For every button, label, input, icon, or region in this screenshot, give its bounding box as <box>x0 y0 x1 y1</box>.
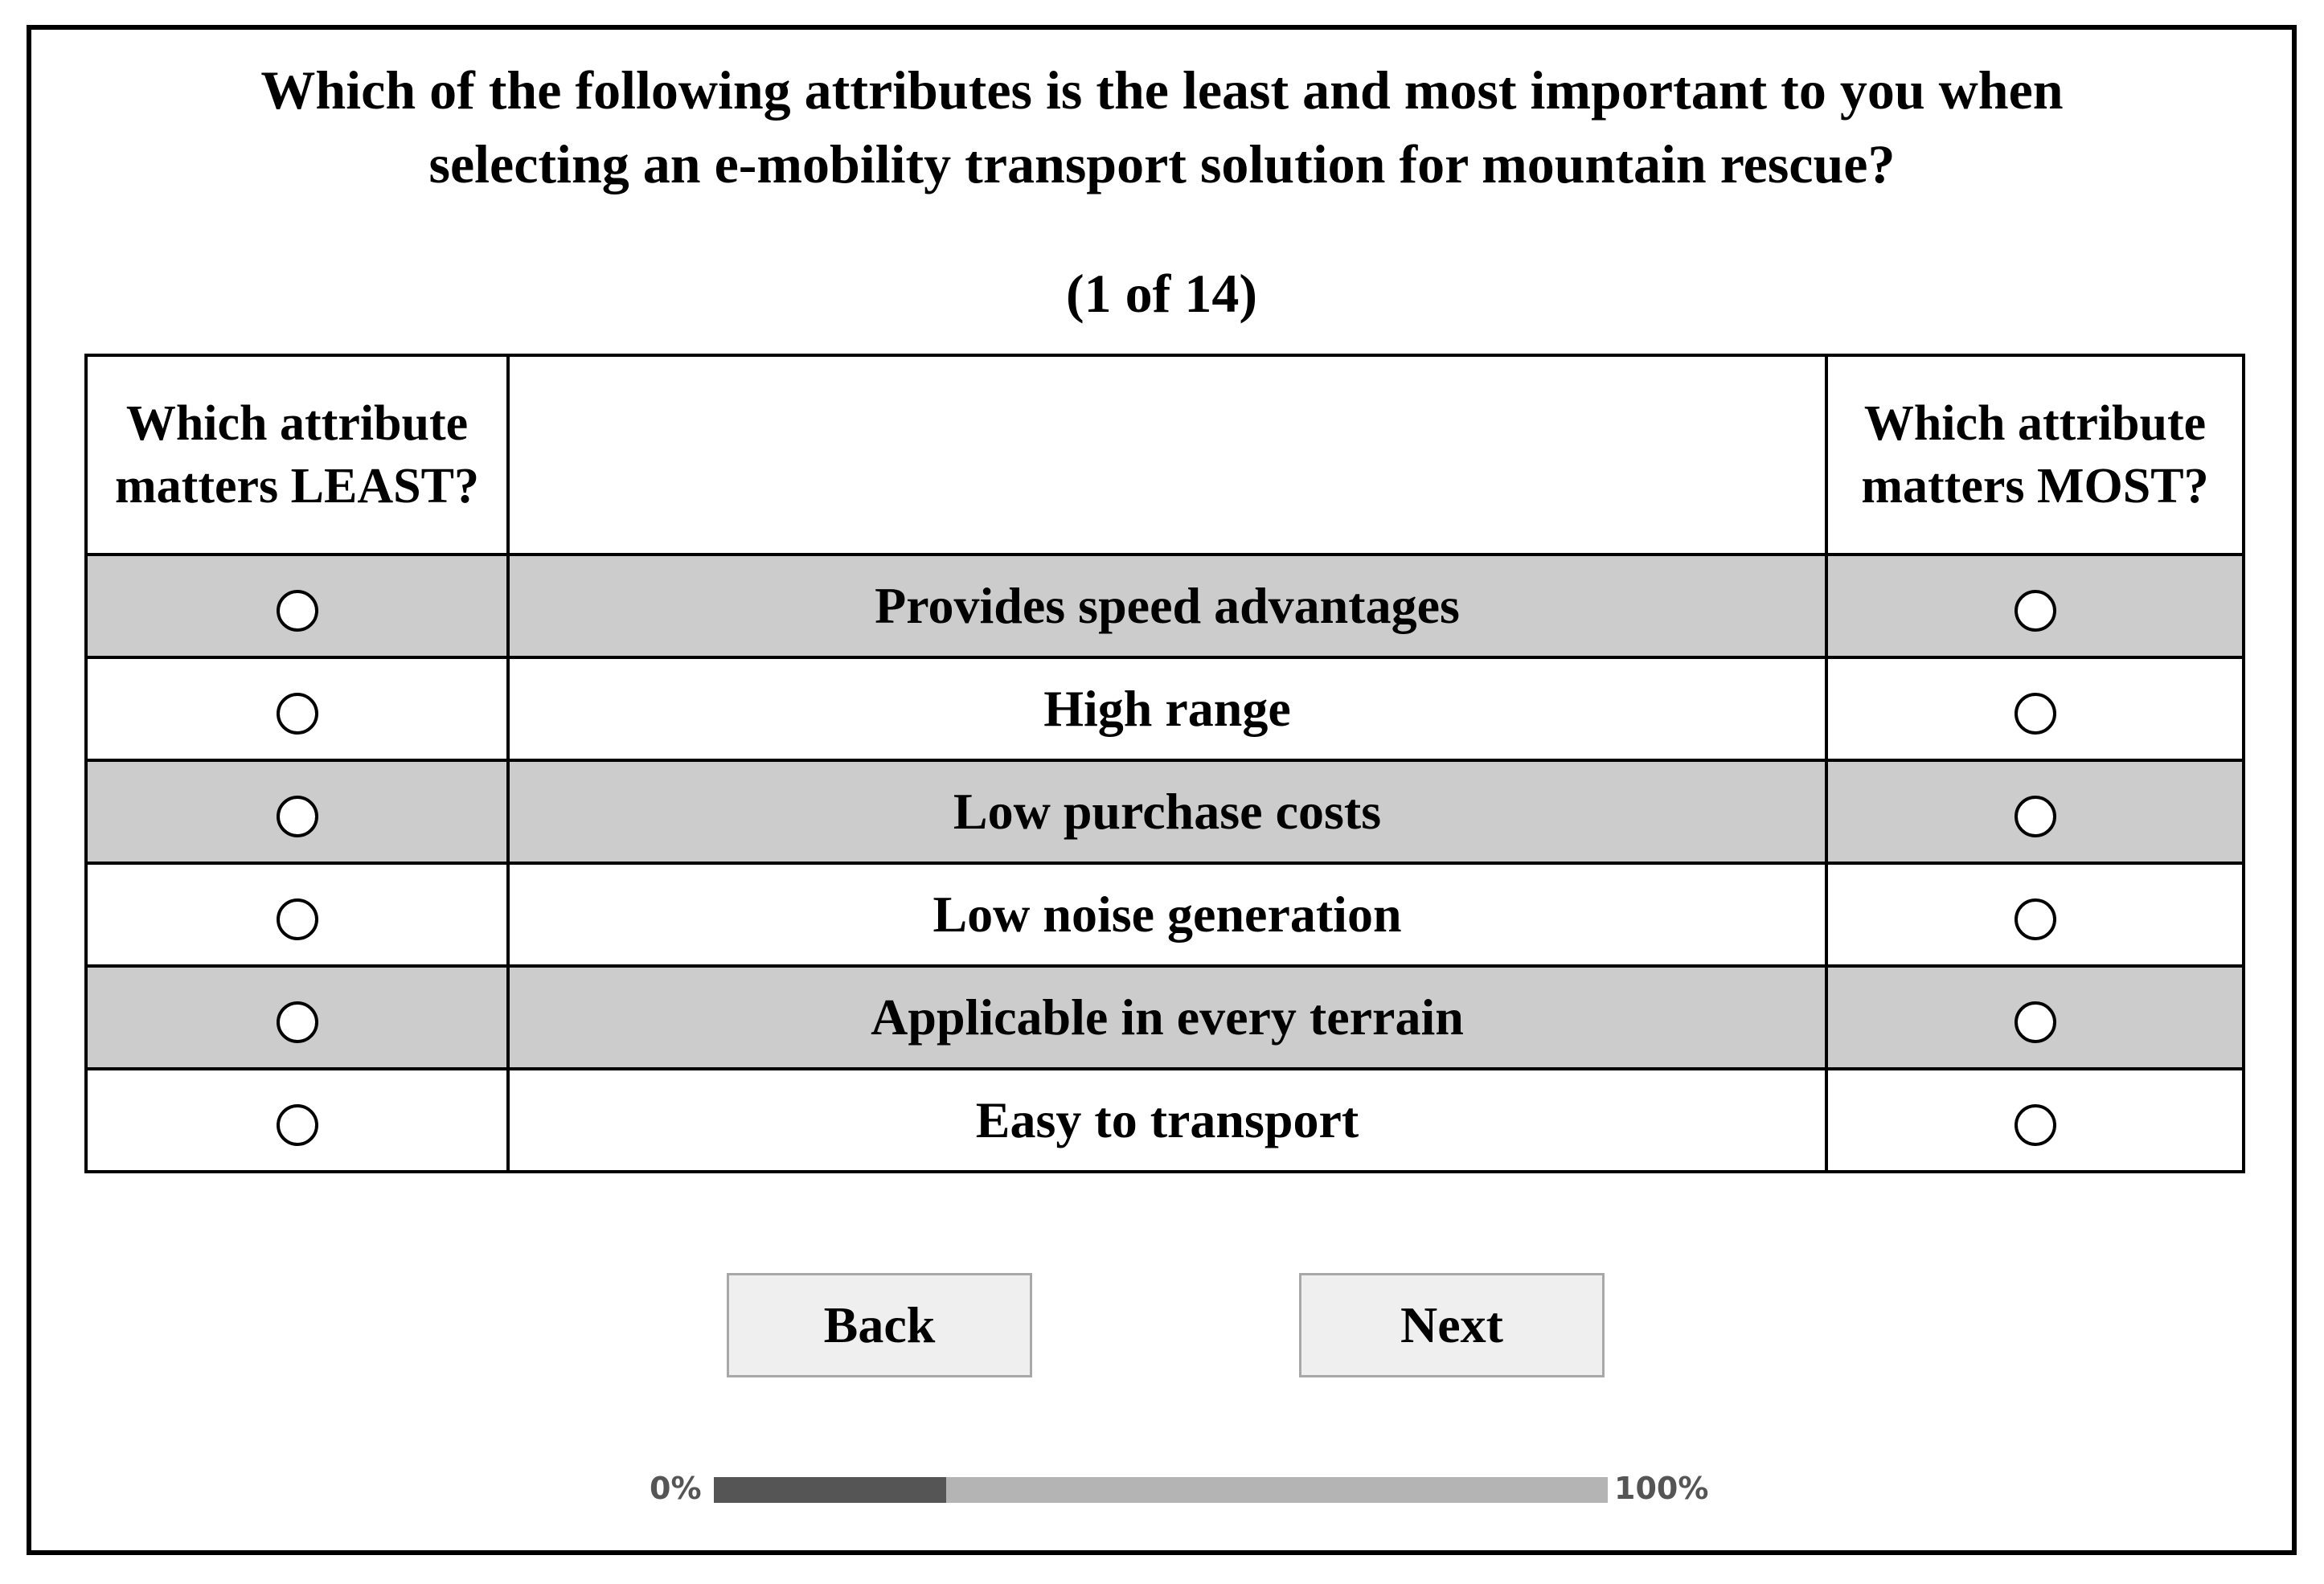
attribute-label: Low purchase costs <box>508 760 1826 863</box>
question-line-1: Which of the following attributes is the least and most important to you when <box>260 59 2064 121</box>
least-radio-2[interactable] <box>277 693 318 735</box>
attribute-row <box>86 760 2244 863</box>
progress-max-label: 100% <box>1614 1471 1709 1506</box>
least-cell <box>86 555 508 657</box>
least-header-line-2 <box>88 455 506 518</box>
least-header-suffix: ? <box>453 459 479 514</box>
most-cell <box>1826 657 2244 760</box>
least-radio-3[interactable] <box>277 796 318 837</box>
least-column-header <box>86 355 508 555</box>
question-text <box>96 53 2228 201</box>
least-cell <box>86 1069 508 1172</box>
attribute-label: Applicable in every terrain <box>508 966 1826 1069</box>
most-cell <box>1826 760 2244 863</box>
most-radio-4[interactable] <box>2015 898 2056 940</box>
least-radio-6[interactable] <box>277 1104 318 1146</box>
most-radio-1[interactable] <box>2015 590 2056 632</box>
progress-bar <box>650 1469 1727 1508</box>
attribute-label: Provides speed advantages <box>508 555 1826 657</box>
least-cell <box>86 966 508 1069</box>
least-radio-1[interactable] <box>277 590 318 632</box>
question-line-2: selecting an e-mobility transport solution for mountain rescue? <box>428 133 1896 194</box>
most-column-header <box>1826 355 2244 555</box>
most-header-line-2 <box>1828 455 2242 518</box>
least-radio-4[interactable] <box>277 898 318 940</box>
most-cell <box>1826 863 2244 966</box>
most-radio-5[interactable] <box>2015 1001 2056 1043</box>
attribute-label: Easy to transport <box>508 1069 1826 1172</box>
back-button[interactable]: Back <box>727 1273 1032 1377</box>
attribute-label: Low noise generation <box>508 863 1826 966</box>
best-worst-table <box>84 354 2245 1173</box>
next-button[interactable]: Next <box>1299 1273 1605 1377</box>
least-cell <box>86 657 508 760</box>
most-radio-6[interactable] <box>2015 1104 2056 1146</box>
least-header-line-1: Which attribute <box>125 396 469 451</box>
progress-track <box>714 1477 1608 1503</box>
least-radio-5[interactable] <box>277 1001 318 1043</box>
most-cell <box>1826 1069 2244 1172</box>
progress-min-label: 0% <box>650 1471 702 1506</box>
least-header-prefix: matters <box>115 459 291 514</box>
attribute-row <box>86 657 2244 760</box>
attribute-column-header <box>508 355 1826 555</box>
attribute-row <box>86 863 2244 966</box>
most-header-prefix: matters <box>1861 459 2037 514</box>
most-header-keyword: MOST <box>2037 459 2184 514</box>
least-cell <box>86 863 508 966</box>
most-radio-2[interactable] <box>2015 693 2056 735</box>
attribute-row <box>86 1069 2244 1172</box>
attribute-row <box>86 966 2244 1069</box>
most-header-line-1: Which attribute <box>1863 396 2207 451</box>
most-header-suffix: ? <box>2183 459 2209 514</box>
most-cell <box>1826 966 2244 1069</box>
least-cell <box>86 760 508 863</box>
most-cell <box>1826 555 2244 657</box>
least-header-keyword: LEAST <box>290 459 454 514</box>
attribute-label: High range <box>508 657 1826 760</box>
attribute-row <box>86 555 2244 657</box>
progress-fill <box>714 1477 946 1503</box>
most-radio-3[interactable] <box>2015 796 2056 837</box>
question-counter: (1 of 14) <box>1066 263 1257 324</box>
